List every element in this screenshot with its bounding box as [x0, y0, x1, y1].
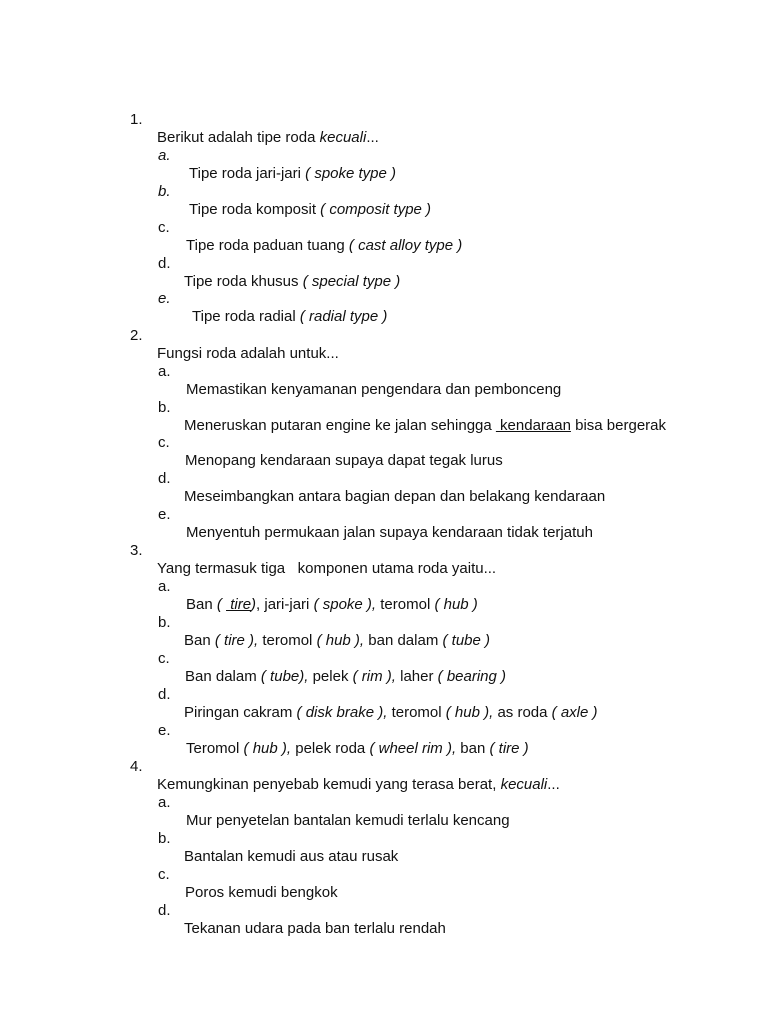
option-text: Ban dalam ( tube), pelek ( rim ), laher ( bearing ) [185, 668, 507, 685]
option-letter: e. [158, 290, 171, 307]
option-text: Tipe roda komposit ( composit type ) [189, 201, 432, 218]
option-letter: a. [158, 147, 171, 164]
option-letter: b. [158, 614, 171, 631]
option-text: Mur penyetelan bantalan kemudi terlalu kencang [186, 812, 510, 829]
option-letter: c. [158, 219, 170, 236]
option-text: Ban ( tire ), teromol ( hub ), ban dalam ( tube ) [184, 632, 491, 649]
question-stem: Berikut adalah tipe roda kecuali... [157, 129, 379, 146]
option-letter: a. [158, 794, 171, 811]
option-letter: c. [158, 434, 170, 451]
option-text: Tekanan udara pada ban terlalu rendah [184, 920, 446, 937]
option-text: Menyentuh permukaan jalan supaya kendaraan tidak terjatuh [186, 524, 593, 541]
option-text: Meseimbangkan antara bagian depan dan belakang kendaraan [184, 488, 606, 505]
option-text: Menopang kendaraan supaya dapat tegak lurus [185, 452, 503, 469]
option-text: Piringan cakram ( disk brake ), teromol ( hub ), as roda ( axle ) [184, 704, 598, 721]
option-letter: e. [158, 722, 171, 739]
option-letter: e. [158, 506, 171, 523]
option-letter: a. [158, 578, 171, 595]
option-letter: b. [158, 399, 171, 416]
question-number: 2. [130, 327, 143, 344]
question-stem: Fungsi roda adalah untuk... [157, 345, 339, 362]
question-stem: Yang termasuk tiga komponen utama roda yaitu... [157, 560, 497, 577]
option-letter: d. [158, 686, 171, 703]
option-text: Meneruskan putaran engine ke jalan sehingga kendaraan bisa bergerak [184, 417, 667, 434]
option-letter: c. [158, 650, 170, 667]
option-letter: d. [158, 902, 171, 919]
option-letter: d. [158, 470, 171, 487]
option-letter: d. [158, 255, 171, 272]
option-text: Ban ( tire), jari-jari ( spoke ), teromol ( hub ) [186, 596, 478, 613]
question-number: 3. [130, 542, 143, 559]
question-number: 4. [130, 758, 143, 775]
option-letter: c. [158, 866, 170, 883]
question-stem: Kemungkinan penyebab kemudi yang terasa berat, kecuali... [157, 776, 560, 793]
option-letter: b. [158, 830, 171, 847]
option-text: Tipe roda radial ( radial type ) [192, 308, 388, 325]
option-letter: a. [158, 363, 171, 380]
option-text: Memastikan kenyamanan pengendara dan pembonceng [186, 381, 562, 398]
option-text: Tipe roda jari-jari ( spoke type ) [189, 165, 397, 182]
option-text: Bantalan kemudi aus atau rusak [184, 848, 399, 865]
option-text: Tipe roda paduan tuang ( cast alloy type ) [186, 237, 463, 254]
option-text: Teromol ( hub ), pelek roda ( wheel rim ), ban ( tire ) [186, 740, 529, 757]
option-text: Tipe roda khusus ( special type ) [184, 273, 401, 290]
option-text: Poros kemudi bengkok [185, 884, 338, 901]
question-number: 1. [130, 111, 143, 128]
option-letter: b. [158, 183, 171, 200]
